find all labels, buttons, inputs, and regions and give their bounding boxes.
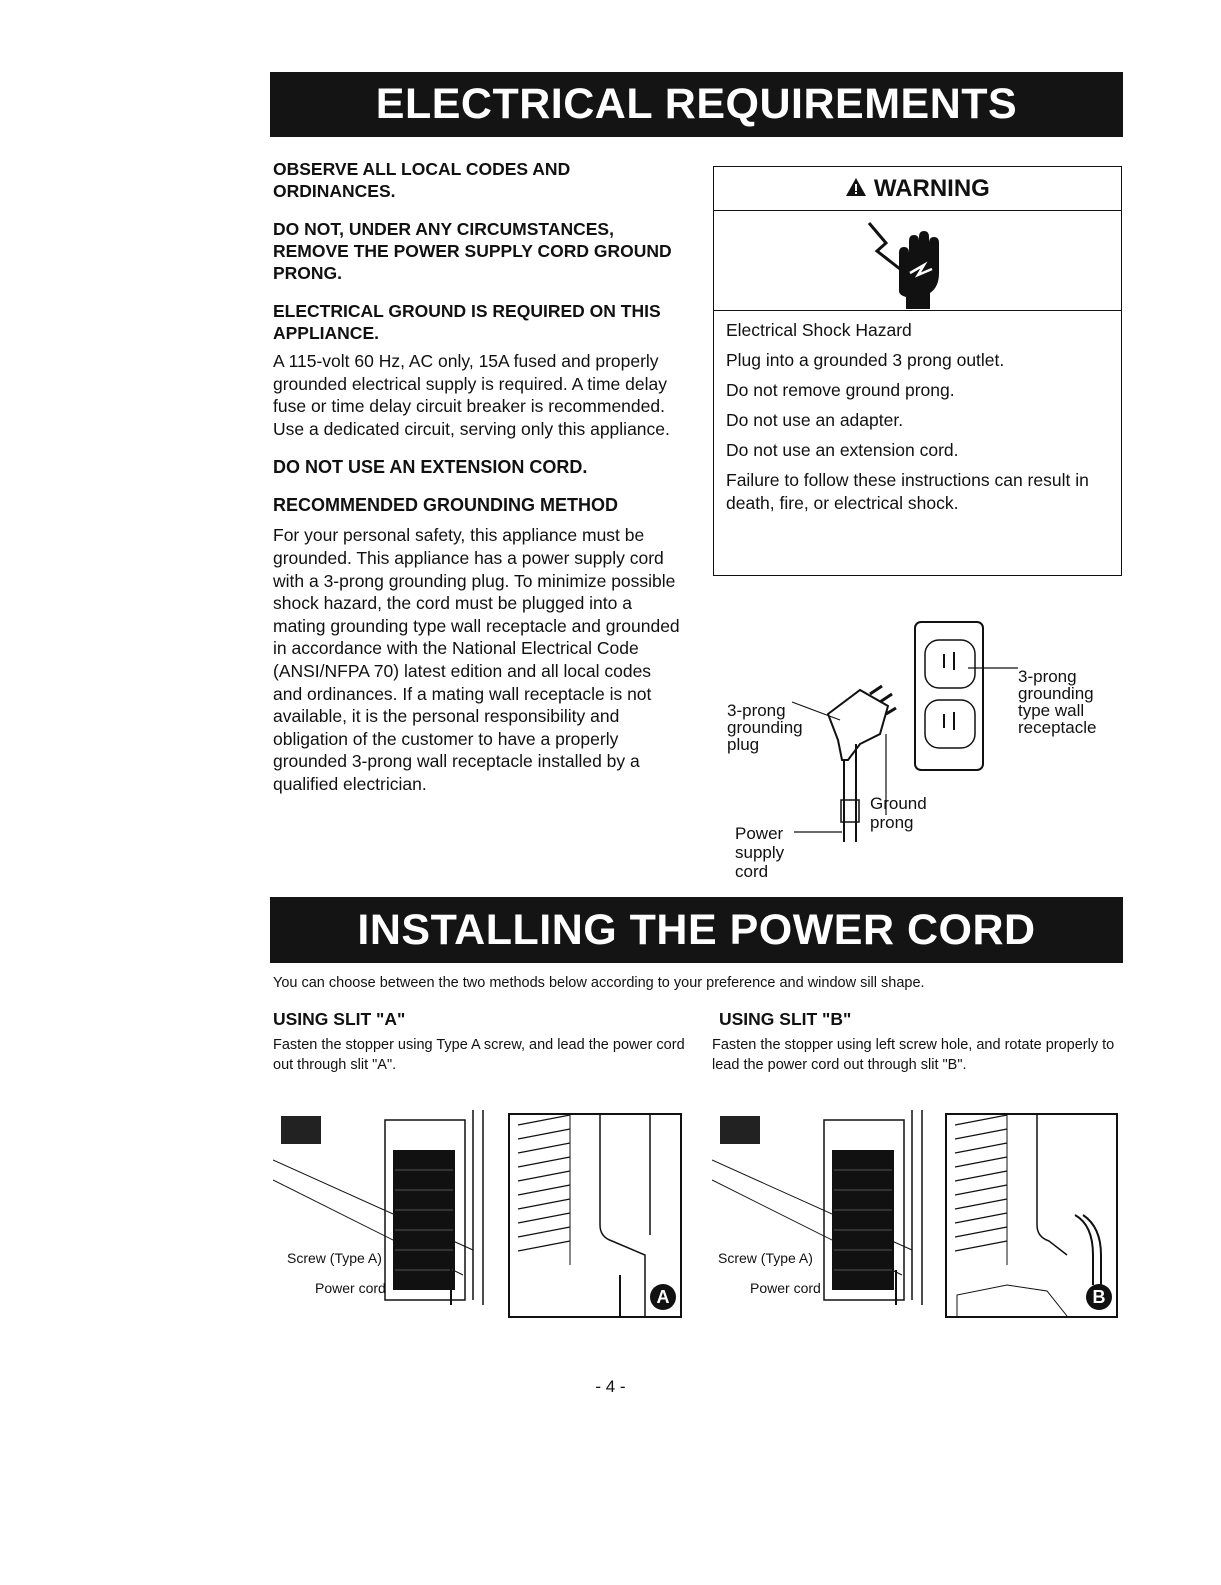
- slit-a-text: Fasten the stopper using Type A screw, and lead the power cord out through slit "A".: [273, 1037, 685, 1073]
- slit-b-text: Fasten the stopper using left screw hole, and rotate properly to lead the power cord out through slit "B".: [712, 1037, 1115, 1073]
- installing-power-cord-heading: INSTALLING THE POWER CORD: [270, 897, 1123, 963]
- grounding-paragraph: For your personal safety, this appliance must be grounded. This appliance has a power supply cord with a 3-prong grounding plug. To minimize possible shock hazard, the cord must be plugged into a mating grounding type wall receptacle and grounded in accordance with the National Electrical Code (ANSI/NFPA 70) latest edition and all local codes and ordinances. If a mating wall receptacle is not available, it is the personal responsibility and obligation of the customer to have a properly grounded 3-prong wall receptacle installed by a qualified electrician.: [273, 525, 680, 794]
- warning-triangle-icon: [845, 175, 874, 202]
- warning-line: Do not use an extension cord.: [726, 440, 959, 460]
- slit-b-overview-illustration: [712, 1110, 937, 1315]
- no-extension-heading: DO NOT USE AN EXTENSION CORD.: [273, 457, 588, 478]
- power-cord-label: Power supply cord: [735, 824, 785, 881]
- slit-a-overview-illustration: [273, 1110, 498, 1315]
- warning-line: Electrical Shock Hazard: [726, 320, 912, 340]
- warning-instructions: [714, 311, 1121, 515]
- receptacle-label: 3-prong grounding type wall receptacle: [1018, 667, 1097, 737]
- warning-line: Plug into a grounded 3 prong outlet.: [726, 350, 1005, 370]
- page-number: - 4 -: [595, 1377, 626, 1396]
- power-cord-label: Power cord: [750, 1280, 821, 1296]
- install-intro: You can choose between the two methods below according to your preference and window sill shape.: [273, 975, 925, 991]
- slit-a-badge: A: [650, 1284, 676, 1310]
- electrical-requirements-heading: ELECTRICAL REQUIREMENTS: [270, 72, 1123, 137]
- plug-receptacle-diagram: [710, 610, 1130, 900]
- screw-label: Screw (Type A): [287, 1250, 382, 1266]
- observe-codes-heading: OBSERVE ALL LOCAL CODES AND ORDINANCES.: [273, 159, 571, 201]
- ground-prong-heading: DO NOT, UNDER ANY CIRCUMSTANCES, REMOVE THE POWER SUPPLY CORD GROUND PRONG.: [273, 219, 672, 283]
- grounding-method-heading: RECOMMENDED GROUNDING METHOD: [273, 495, 618, 516]
- slit-a-heading: USING SLIT "A": [273, 1009, 406, 1029]
- warning-title: WARNING: [714, 167, 1121, 211]
- warning-line: Do not use an adapter.: [726, 410, 904, 430]
- electric-shock-hand-icon: [714, 211, 1121, 311]
- slit-b-badge: B: [1086, 1284, 1112, 1310]
- warning-line: Failure to follow these instructions can result in death, fire, or electrical shock.: [726, 470, 1089, 513]
- electrical-requirements-text: [273, 158, 693, 812]
- warning-box: [713, 166, 1122, 576]
- slit-a-detail-illustration: [508, 1113, 682, 1318]
- ground-required-heading: ELECTRICAL GROUND IS REQUIRED ON THIS APPLIANCE.: [273, 301, 661, 343]
- ground-prong-label: Ground prong: [870, 794, 927, 832]
- warning-line: Do not remove ground prong.: [726, 380, 955, 400]
- power-cord-label: Power cord: [315, 1280, 386, 1296]
- slit-b-detail-illustration: [945, 1113, 1118, 1318]
- supply-paragraph: A 115-volt 60 Hz, AC only, 15A fused and properly grounded electrical supply is required. A time delay fuse or time delay circuit breaker is recommended. Use a dedicated circuit, serving only this appliance.: [273, 351, 670, 439]
- slit-b-heading: USING SLIT "B": [719, 1009, 852, 1029]
- screw-label: Screw (Type A): [718, 1250, 813, 1266]
- plug-label: 3-prong grounding plug: [727, 701, 803, 754]
